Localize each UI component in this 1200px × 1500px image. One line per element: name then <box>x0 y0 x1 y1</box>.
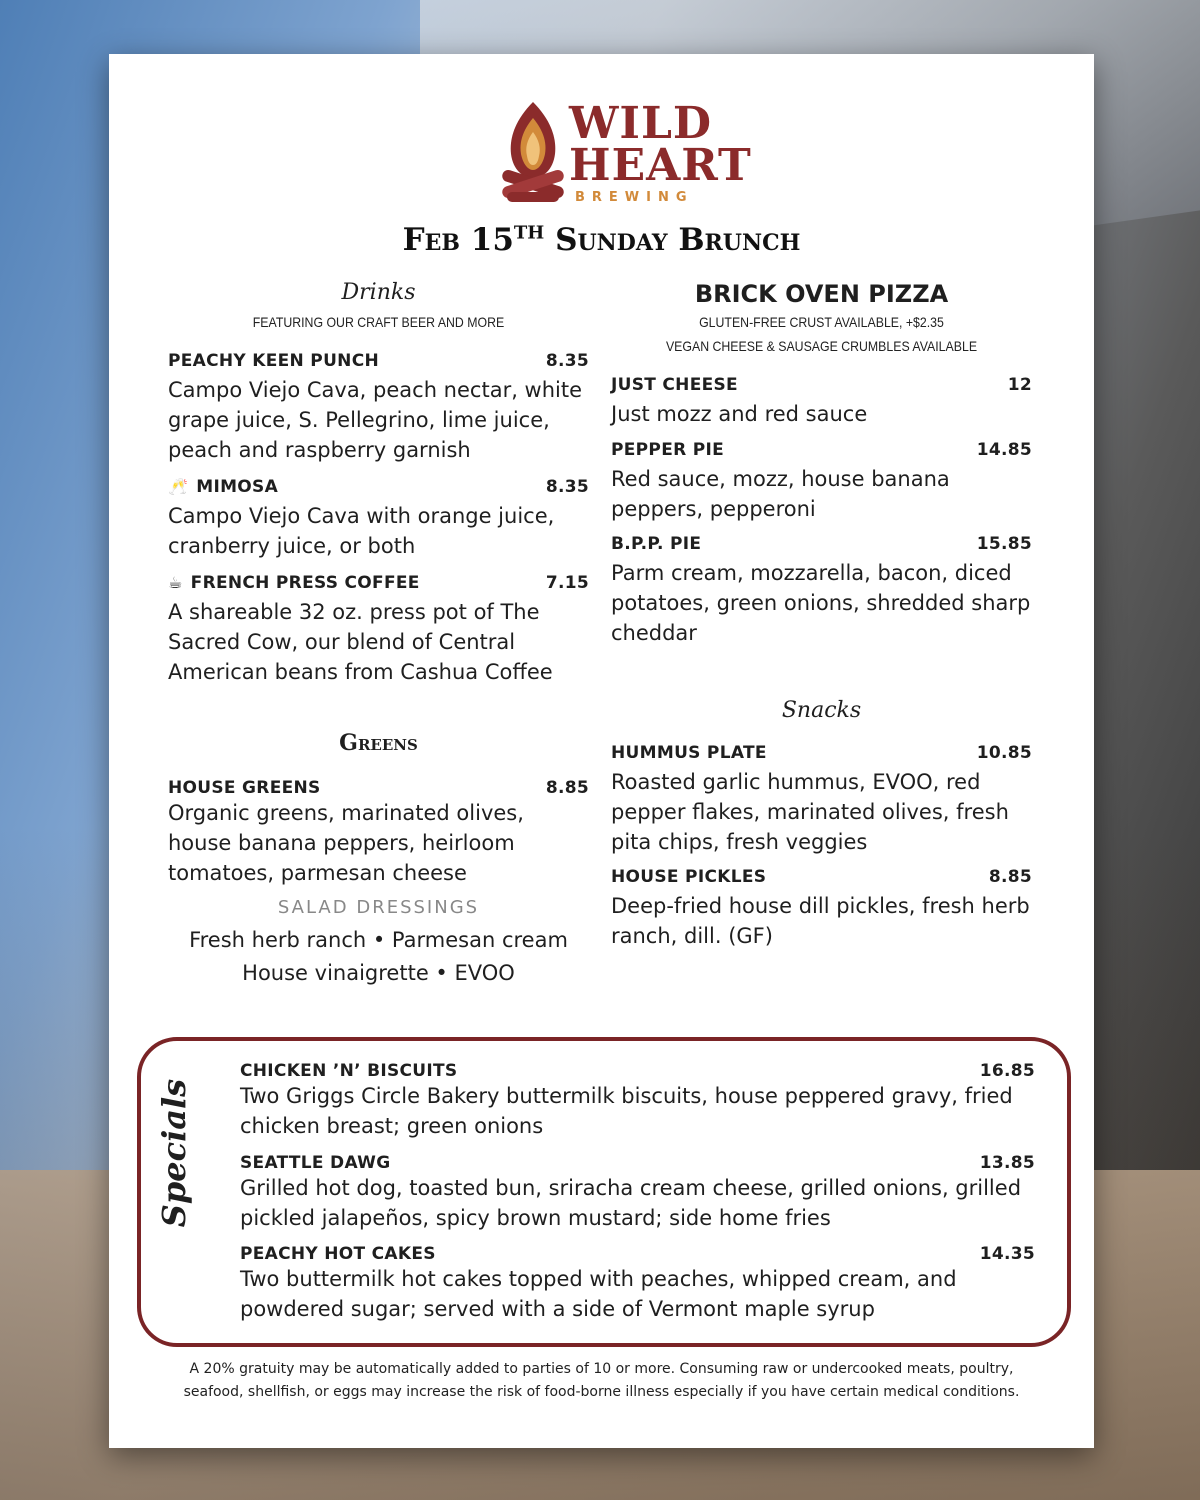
pizza-item <box>611 534 1032 648</box>
item-price: 7.15 <box>545 573 589 593</box>
pizza-subheading-2: VEGAN CHEESE & SAUSAGE CRUMBLES AVAILABLE <box>665 338 978 354</box>
item-description: Campo Viejo Cava, peach nectar, white grape juice, S. Pellegrino, lime juice, peach and raspberry garnish <box>168 378 583 462</box>
pizza-subheading-1: GLUTEN-FREE CRUST AVAILABLE, +$2.35 <box>699 314 944 330</box>
item-name: MIMOSA <box>196 477 279 497</box>
item-description: Red sauce, mozz, house banana peppers, pepperoni <box>611 467 950 521</box>
champagne-glasses-icon: 🥂 <box>168 477 189 496</box>
item-name: HOUSE PICKLES <box>611 867 767 887</box>
item-description: Grilled hot dog, toasted bun, sriracha cream cheese, grilled onions, grilled pickled jalapeños, spicy brown mustard; side home fries <box>240 1176 1022 1230</box>
item-description: Two Griggs Circle Bakery buttermilk biscuits, house peppered gravy, fried chicken breast; green onions <box>240 1084 1013 1138</box>
menu-title-main: Feb 15 <box>402 222 514 258</box>
item-price: 8.35 <box>545 477 589 497</box>
snack-item <box>611 743 1032 857</box>
footer-line2: seafood, shellfish, or eggs may increase the risk of food-borne illness especially if you have certain medical conditions. <box>183 1384 1020 1400</box>
drinks-heading: Drinks <box>341 280 416 305</box>
salad-dressings-title: SALAD DRESSINGS <box>277 897 480 918</box>
item-name: PEACHY HOT CAKES <box>240 1244 436 1264</box>
item-description: Deep-fried house dill pickles, fresh herb ranch, dill. (GF) <box>611 894 1030 948</box>
brand-wordmark-line2: HEART <box>569 140 752 191</box>
item-price: 12 <box>1007 375 1032 395</box>
item-name: B.P.P. PIE <box>611 534 702 554</box>
special-item <box>240 1153 1035 1233</box>
item-name: HOUSE GREENS <box>168 778 321 798</box>
coffee-cup-icon: ☕ <box>168 573 183 592</box>
item-description: Just mozz and red sauce <box>611 402 868 426</box>
item-description: Organic greens, marinated olives, house banana peppers, heirloom tomatoes, parmesan cheese <box>168 801 524 885</box>
item-description: A shareable 32 oz. press pot of The Sacred Cow, our blend of Central American beans from Cashua Coffee <box>168 600 553 684</box>
menu-title <box>109 222 1094 258</box>
campfire-hop-icon <box>497 98 569 206</box>
brand-wordmark-line1: WILD <box>569 98 713 149</box>
salad-dressings-line1: Fresh herb ranch • Parmesan cream <box>189 928 568 952</box>
item-price: 13.85 <box>979 1153 1035 1173</box>
salad-dressings-line2: House vinaigrette • EVOO <box>242 961 515 985</box>
item-name: PEACHY KEEN PUNCH <box>168 351 380 371</box>
special-item <box>240 1061 1035 1141</box>
drink-item <box>168 573 589 687</box>
item-price: 14.35 <box>979 1244 1035 1264</box>
special-item <box>240 1244 1035 1324</box>
drinks-subheading: FEATURING OUR CRAFT BEER AND MORE <box>252 314 505 330</box>
footer-line1: A 20% gratuity may be automatically added to parties of 10 or more. Consuming raw or undercooked meats, poultry, <box>189 1361 1014 1377</box>
item-name: FRENCH PRESS COFFEE <box>190 573 420 593</box>
item-price: 14.85 <box>976 440 1032 460</box>
pizza-heading: BRICK OVEN PIZZA <box>694 280 949 308</box>
drink-item <box>168 477 589 561</box>
item-price: 15.85 <box>976 534 1032 554</box>
greens-item <box>168 778 589 888</box>
item-price: 10.85 <box>976 743 1032 763</box>
menu-card <box>109 54 1094 1448</box>
item-description: Two buttermilk hot cakes topped with peaches, whipped cream, and powdered sugar; served with a side of Vermont maple syrup <box>240 1267 957 1321</box>
item-name: SEATTLE DAWG <box>240 1153 391 1173</box>
item-price: 8.35 <box>545 351 589 371</box>
item-name: JUST CHEESE <box>611 375 738 395</box>
menu-title-sup: TH <box>513 222 545 244</box>
item-name: HUMMUS PLATE <box>611 743 767 763</box>
item-description: Roasted garlic hummus, EVOO, red pepper flakes, marinated olives, fresh pita chips, fresh veggies <box>611 770 1009 854</box>
pizza-item <box>611 440 1032 524</box>
specials-heading: Specials <box>155 1078 193 1228</box>
item-description: Parm cream, mozzarella, bacon, diced potatoes, green onions, shredded sharp cheddar <box>611 561 1031 645</box>
item-name: PEPPER PIE <box>611 440 725 460</box>
item-description: Campo Viejo Cava with orange juice, cranberry juice, or both <box>168 504 555 558</box>
specials-box <box>137 1037 1071 1347</box>
menu-title-rest: Sunday Brunch <box>544 222 801 258</box>
snack-item <box>611 867 1032 951</box>
item-price: 16.85 <box>979 1061 1035 1081</box>
snacks-heading: Snacks <box>781 698 862 723</box>
footer-disclaimer <box>149 1358 1054 1404</box>
greens-heading: Greens <box>339 730 418 756</box>
brand-wordmark-line3: BREWING <box>575 190 694 205</box>
pizza-item <box>611 375 1032 429</box>
drink-item <box>168 351 589 465</box>
brand-logo <box>497 98 752 210</box>
item-price: 8.85 <box>988 867 1032 887</box>
item-price: 8.85 <box>545 778 589 798</box>
item-name: CHICKEN ’N’ BISCUITS <box>240 1061 458 1081</box>
